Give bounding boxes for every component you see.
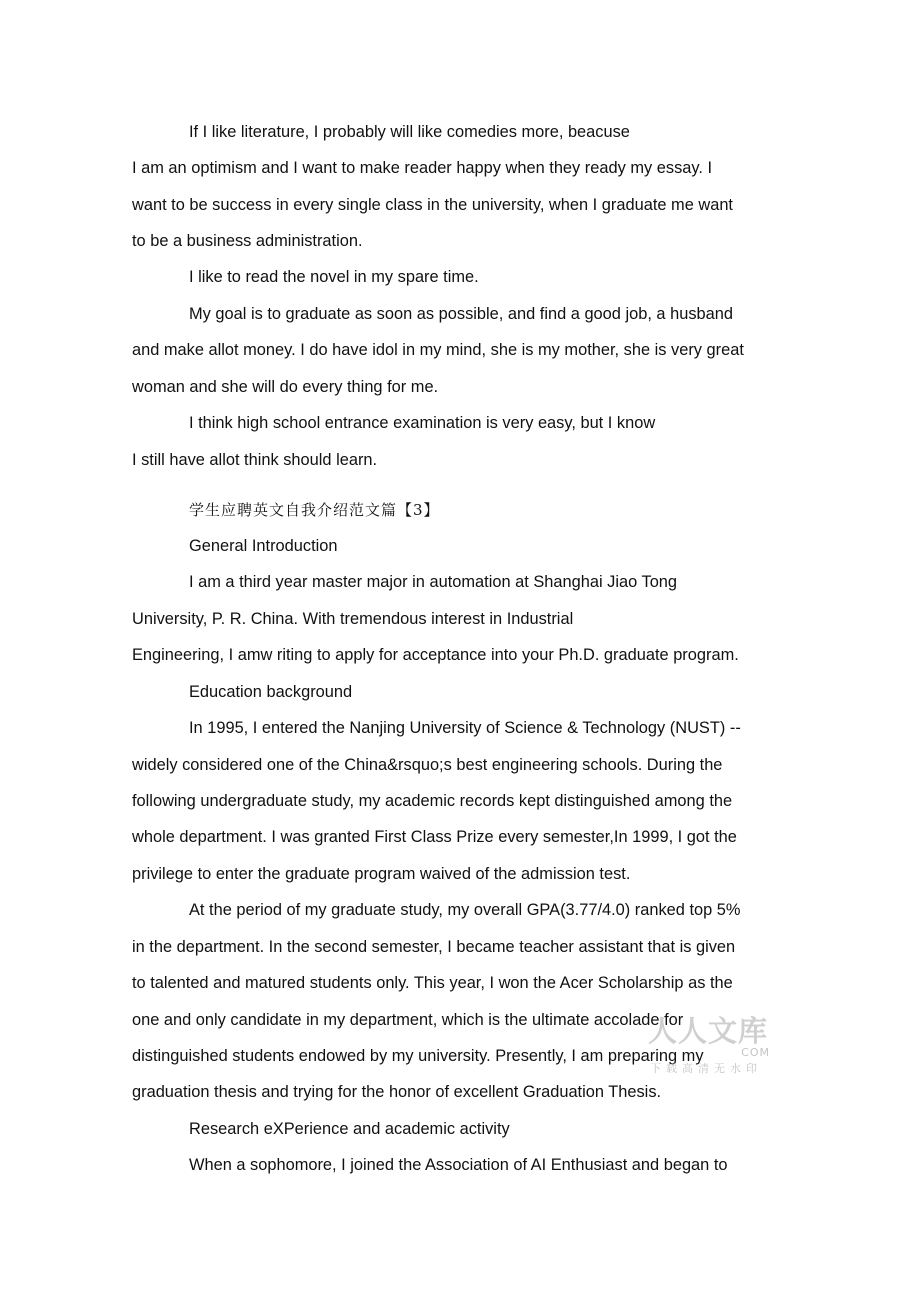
paragraph-line: widely considered one of the China&rsquo;s best engineering schools. During the [132, 756, 723, 774]
paragraph-line: one and only candidate in my department, which is the ultimate accolade for [132, 1011, 684, 1029]
paragraph-line: My goal is to graduate as soon as possible, and find a good job, a husband [189, 305, 733, 323]
paragraph-line: to talented and matured students only. This year, I won the Acer Scholarship as the [132, 974, 733, 992]
paragraph-line: University, P. R. China. With tremendous interest in Industrial [132, 610, 574, 628]
paragraph-line: When a sophomore, I joined the Association of AI Enthusiast and began to [189, 1156, 728, 1174]
paragraph-line: Engineering, I amw riting to apply for acceptance into your Ph.D. graduate program. [132, 646, 739, 664]
paragraph-line: I like to read the novel in my spare time. [189, 268, 479, 286]
paragraph-line: If I like literature, I probably will like comedies more, beacuse [189, 123, 630, 141]
paragraph-line: I am a third year master major in automation at Shanghai Jiao Tong [189, 573, 678, 591]
paragraph-line: in the department. In the second semester, I became teacher assistant that is given [132, 938, 736, 956]
paragraph-line: At the period of my graduate study, my overall GPA(3.77/4.0) ranked top 5% [189, 901, 741, 919]
section-subtitle: Education background [189, 683, 353, 701]
watermark-domain: COM [741, 1046, 770, 1059]
paragraph-line: I still have allot think should learn. [132, 451, 378, 469]
paragraph-line: woman and she will do every thing for me. [132, 378, 439, 396]
section-subtitle: General Introduction [189, 537, 338, 555]
paragraph-line: distinguished students endowed by my university. Presently, I am preparing my [132, 1047, 704, 1065]
section-heading: 学生应聘英文自我介绍范文篇【3】 [189, 501, 440, 519]
section-subtitle: Research eXPerience and academic activity [189, 1120, 510, 1138]
paragraph-line: following undergraduate study, my academic records kept distinguished among the [132, 792, 733, 810]
paragraph-line: want to be success in every single class in the university, when I graduate me want [132, 196, 733, 214]
paragraph-line: privilege to enter the graduate program waived of the admission test. [132, 865, 631, 883]
paragraph-line: I think high school entrance examination is very easy, but I know [189, 414, 656, 432]
watermark-title: 人人文库 [648, 1014, 769, 1048]
paragraph-line: and make allot money. I do have idol in my mind, she is my mother, she is very great [132, 341, 744, 359]
paragraph-line: whole department. I was granted First Class Prize every semester,In 1999, I got the [132, 828, 737, 846]
watermark-subtitle: 下载高清无水印 [650, 1062, 762, 1075]
paragraph-line: In 1995, I entered the Nanjing University of Science & Technology (NUST) -- [189, 719, 741, 737]
paragraph-line: graduation thesis and trying for the honor of excellent Graduation Thesis. [132, 1083, 662, 1101]
paragraph-line: I am an optimism and I want to make reader happy when they ready my essay. I [132, 159, 713, 177]
paragraph-line: to be a business administration. [132, 232, 363, 250]
